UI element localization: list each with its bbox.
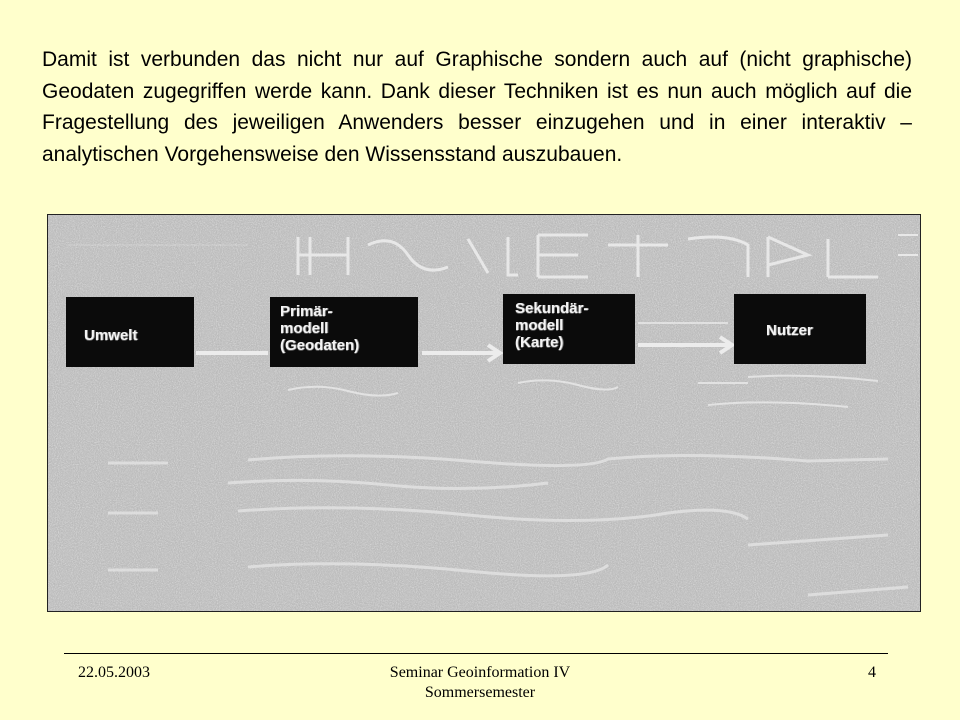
footer-title: Seminar Geoinformation IV — [389, 664, 571, 681]
box-label: Nutzer — [766, 322, 813, 339]
box-label-line1: Sekundär- — [515, 300, 589, 317]
footer-subtitle: Sommersemester — [424, 684, 536, 701]
footer-title-block — [330, 663, 630, 703]
diagram-box-primaermodell — [270, 297, 418, 367]
body-paragraph: Damit ist verbunden das nicht nur auf Graphische sondern auch auf (nicht graphische) Geodaten zugegriffen werde kann. Dank dieser Techniken ist es nun auch möglich auf die Fragestellung des jeweiligen Anwenders besser einzugehen und in einer interaktiv – analytischen Vorgehensweise den Wissensstand auszubauen. — [42, 48, 912, 166]
footer-divider — [64, 653, 888, 654]
diagram-background — [48, 215, 920, 611]
footer-page-number: 4 — [868, 664, 876, 681]
diagram-box-nutzer — [734, 294, 866, 364]
box-label-line2: modell — [515, 317, 564, 334]
diagram-box-sekundaermodell — [503, 294, 635, 364]
box-label-line3: (Geodaten) — [280, 337, 360, 354]
box-label: Umwelt — [84, 327, 138, 344]
box-label-line3: (Karte) — [515, 334, 564, 351]
box-label-line2: modell — [280, 320, 329, 337]
footer-date: 22.05.2003 — [78, 664, 150, 681]
scanned-diagram-figure — [47, 214, 921, 612]
diagram-box-umwelt — [66, 297, 194, 367]
box-label-line1: Primär- — [280, 303, 333, 320]
